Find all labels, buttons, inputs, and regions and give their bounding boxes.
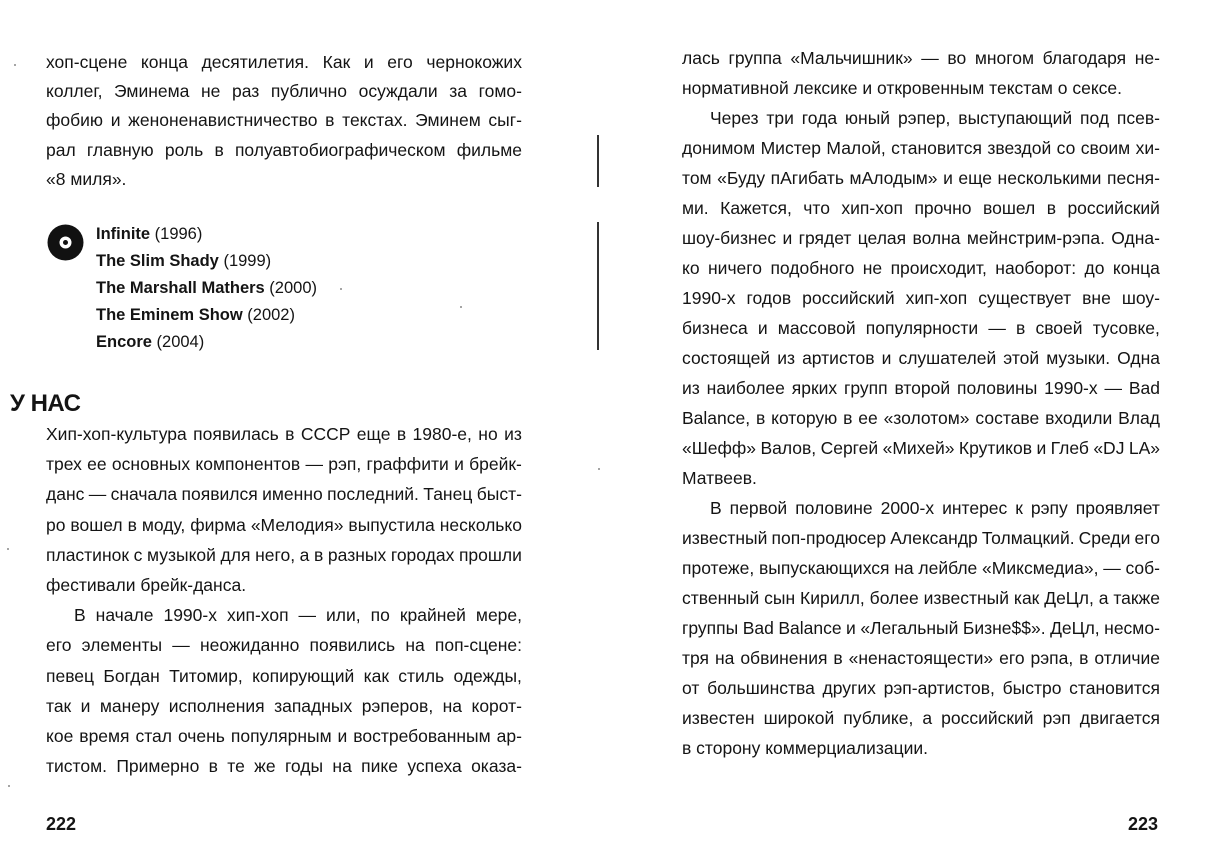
album-year: (1999) [218,252,272,270]
text-line: фестивали брейк-данса. [46,575,247,595]
text-line: Матвеев. [682,468,757,488]
text-line: из наиболее ярких групп второй половины 1990-х — Bad [682,378,1160,398]
text-line: так и манеру исполнения западных рэперов, на корот- [46,695,522,716]
album-entry [96,251,271,271]
text-line: известен широкой публике, а российский рэп двигается [682,708,1160,728]
scan-speck [7,548,9,550]
cd-disc-icon [47,224,84,261]
text-line: Через три года юный рэпер, выступающий под псев- [710,108,1160,128]
scan-speck [598,468,600,470]
text-line: Хип-хоп-культура появилась в СССР еще в 1980-е, но из [46,424,522,444]
album-title: Encore [96,333,152,351]
album-year: (1996) [150,225,203,243]
text-line: ственный сын Кирилл, более известный как ДеЦл, а также [682,588,1160,608]
page-number-right: 223 [1128,814,1159,834]
text-line: группы Bad Balance и «Легальный Бизне$$». ДеЦл, несмо- [682,618,1160,638]
text-line: в сторону коммерциализации. [682,738,929,758]
text-line: «8 миля». [46,168,127,189]
text-line: тистом. Примерно в те же годы на пике успеха оказа- [46,756,522,777]
text-line: донимом Мистер Малой, становится звездой со своим хи- [682,138,1160,158]
scan-speck [8,785,10,787]
text-line: 1990-х годов российский хип-хоп существует вне шоу- [682,288,1160,308]
album-entry [96,332,204,352]
text-line: бизнеса и массовой популярности — в своей тусовке, [682,318,1160,338]
text-line: его элементы — неожиданно появились на поп-сцене: [46,635,522,656]
text-line: трех ее основных компонентов — рэп, граффити и брейк- [46,454,522,475]
page-number-left: 222 [46,814,77,834]
text-line: хоп-сцене конца десятилетия. Как и его чернокожих [46,52,522,72]
left-page [0,0,600,866]
text-line: певец Богдан Титомир, копирующий как стиль одежды, [46,665,522,686]
album-entry [96,305,295,325]
text-line: ро вошел в моду, фирма «Мелодия» выпустила несколько [46,514,522,535]
text-line: ми. Кажется, что хип-хоп прочно вошел в российский [682,198,1160,218]
album-year: (2002) [242,306,295,324]
album-entry [96,224,202,244]
section-heading: У НАС [10,390,81,417]
scan-speck [340,288,342,290]
album-year: (2000) [264,279,317,297]
text-line: том «Буду пАгибать мАлодым» и еще несколькими песня- [682,168,1160,188]
text-line: нормативной лексике и откровенным текстам о сексе. [682,78,1123,98]
text-line: тря на обвинения в «ненастоящести» его рэпа, в отличие [682,648,1160,668]
text-line: Balance, в которую в ее «золотом» составе входили Влад [682,408,1160,428]
gutter-shadow [597,135,599,187]
album-title: The Eminem Show [96,306,243,324]
right-page [604,0,1208,866]
text-line: от большинства других рэп-артистов, быстро становится [682,678,1160,698]
scan-speck [14,64,16,66]
text-line: шоу-бизнес и грядет целая волна мейнстрим-рэпа. Одна- [682,228,1160,248]
gutter-shadow [597,222,599,350]
text-line: В первой половине 2000-х интерес к рэпу проявляет [710,498,1160,518]
text-line: «Шефф» Валов, Сергей «Михей» Крутиков и Глеб «DJ LA» [682,438,1160,458]
text-line: данс — сначала появился именно последний. Танец быст- [46,484,522,505]
text-line: фобию и женоненавистничество в текстах. Эминем сыг- [46,110,522,131]
text-line: кое время стал очень популярным и востребованным ар- [46,726,522,746]
text-line: пластинок с музыкой для него, а в разных городах прошли [46,544,522,565]
text-line: протеже, выпускающихся на лейбле «Миксмедиа», — соб- [682,558,1160,578]
text-line: коллег, Эминема не раз публично осуждали за гомо- [46,81,522,102]
text-line: лась группа «Мальчишник» — во многом благодаря не- [682,48,1160,68]
album-title: The Marshall Mathers [96,279,265,297]
album-title: The Slim Shady [96,252,219,270]
text-line: ко ничего подобного не происходит, наоборот: до конца [682,258,1160,278]
album-year: (2004) [151,333,205,351]
text-line: В начале 1990-х хип-хоп — или, по крайней мере, [74,605,522,626]
album-title: Infinite [96,225,151,243]
text-line: состоящей из артистов и слушателей этой музыки. Одна [682,348,1160,368]
text-line: рал главную роль в полуавтобиографическом фильме [46,139,522,160]
text-line: известный поп-продюсер Александр Толмацкий. Среди его [682,528,1160,548]
scan-speck [460,306,462,308]
album-entry [96,278,317,298]
